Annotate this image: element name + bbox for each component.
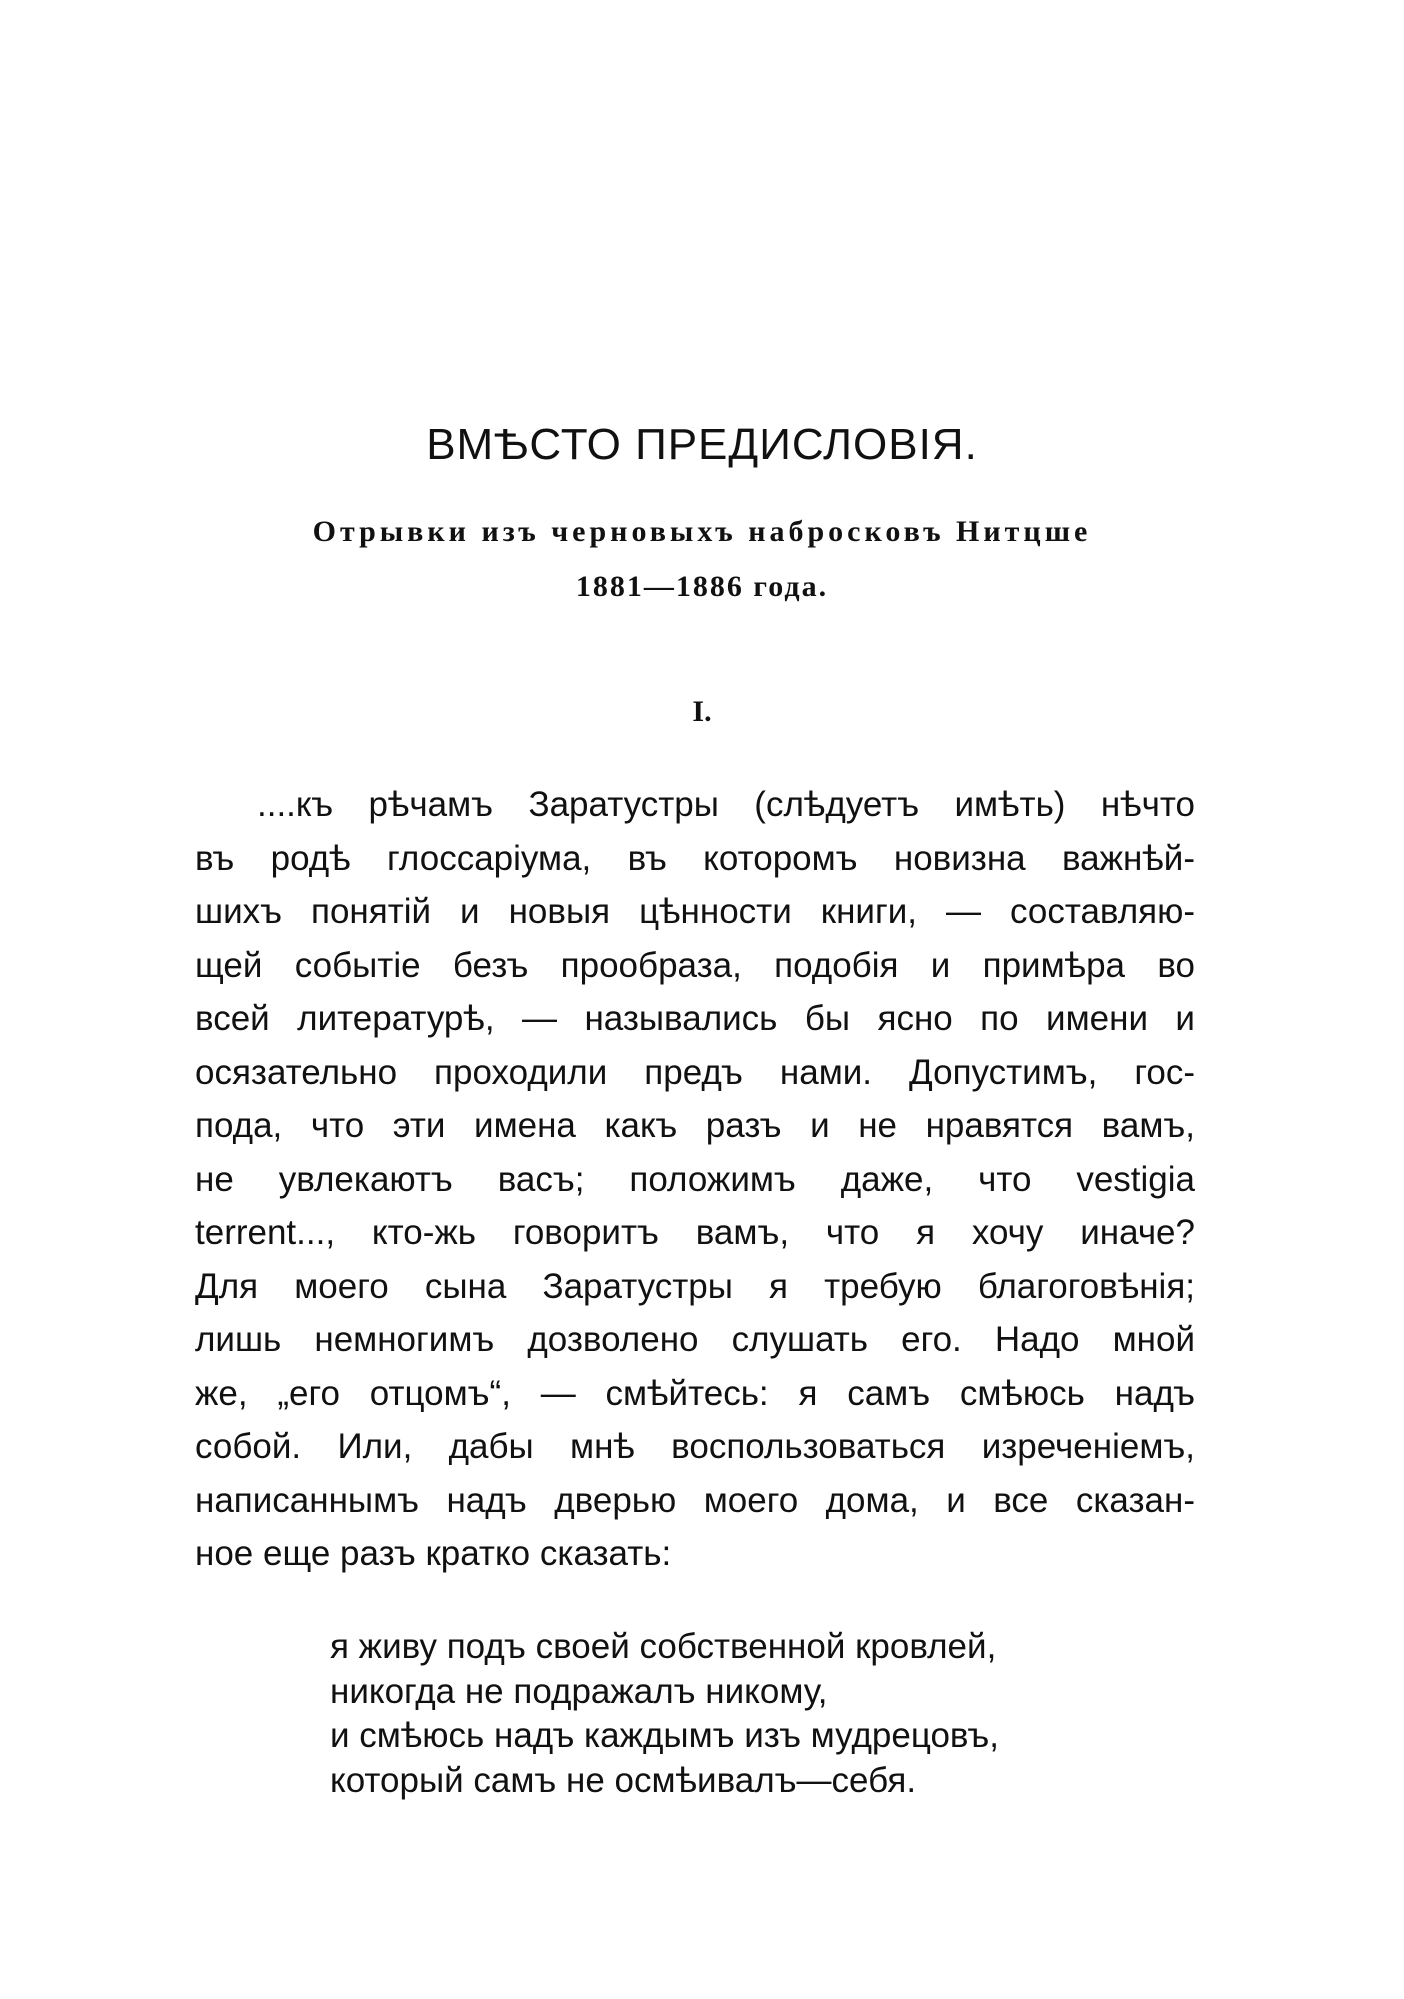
- body-line: же, „его отцомъ“, — смѣйтесь: я самъ смѣюсь надъ: [195, 1373, 1195, 1413]
- body-line: пода, что эти имена какъ разъ и не нравятся вамъ,: [195, 1106, 1195, 1145]
- body-line: собой. Или, дабы мнѣ воспользоваться изреченіемъ,: [195, 1427, 1195, 1466]
- body-line: Для моего сына Заратустры я требую благоговѣнія;: [195, 1266, 1195, 1306]
- verse-block: [330, 1625, 999, 1803]
- body-line: написаннымъ надъ дверью моего дома, и все сказан-: [195, 1480, 1195, 1520]
- verse-line: я живу подъ своей собственной кровлей,: [330, 1627, 997, 1666]
- body-line: въ родѣ глоссаріума, въ которомъ новизна важнѣй-: [195, 838, 1195, 878]
- body-line: осязательно проходили предъ нами. Допустимъ, гос-: [195, 1052, 1195, 1092]
- body-line: шихъ понятій и новыя цѣнности книги, — составляю-: [195, 892, 1195, 931]
- verse-line: и смѣюсь надъ каждымъ изъ мудрецовъ,: [330, 1716, 999, 1755]
- body-line: всей литературѣ, — назывались бы ясно по имени и: [195, 999, 1195, 1038]
- verse-line: который самъ не осмѣивалъ—себя.: [330, 1760, 917, 1800]
- body-line: ....къ рѣчамъ Заратустры (слѣдуетъ имѣть) нѣчто: [257, 785, 1195, 824]
- body-line: щей событіе безъ прообраза, подобія и примѣра во: [195, 945, 1195, 985]
- page-title: ВМѢСТО ПРЕДИСЛОВІЯ.: [426, 420, 978, 469]
- section-number: I.: [692, 695, 712, 728]
- subtitle-line-2: 1881—1886 года.: [575, 570, 829, 603]
- body-paragraph: [195, 778, 1195, 1581]
- body-line: ное еще разъ кратко сказать:: [195, 1534, 672, 1573]
- body-line: лишь немногимъ дозволено слушать его. Надо мной: [195, 1320, 1195, 1359]
- subtitle-line-1: Отрывки изъ черновыхъ набросковъ Нитцше: [312, 515, 1092, 548]
- verse-line: никогда не подражалъ никому,: [330, 1671, 828, 1711]
- body-line: terrent..., кто-жь говоритъ вамъ, что я хочу иначе?: [195, 1213, 1195, 1252]
- body-line: не увлекаютъ васъ; положимъ даже, что vestigia: [195, 1159, 1195, 1199]
